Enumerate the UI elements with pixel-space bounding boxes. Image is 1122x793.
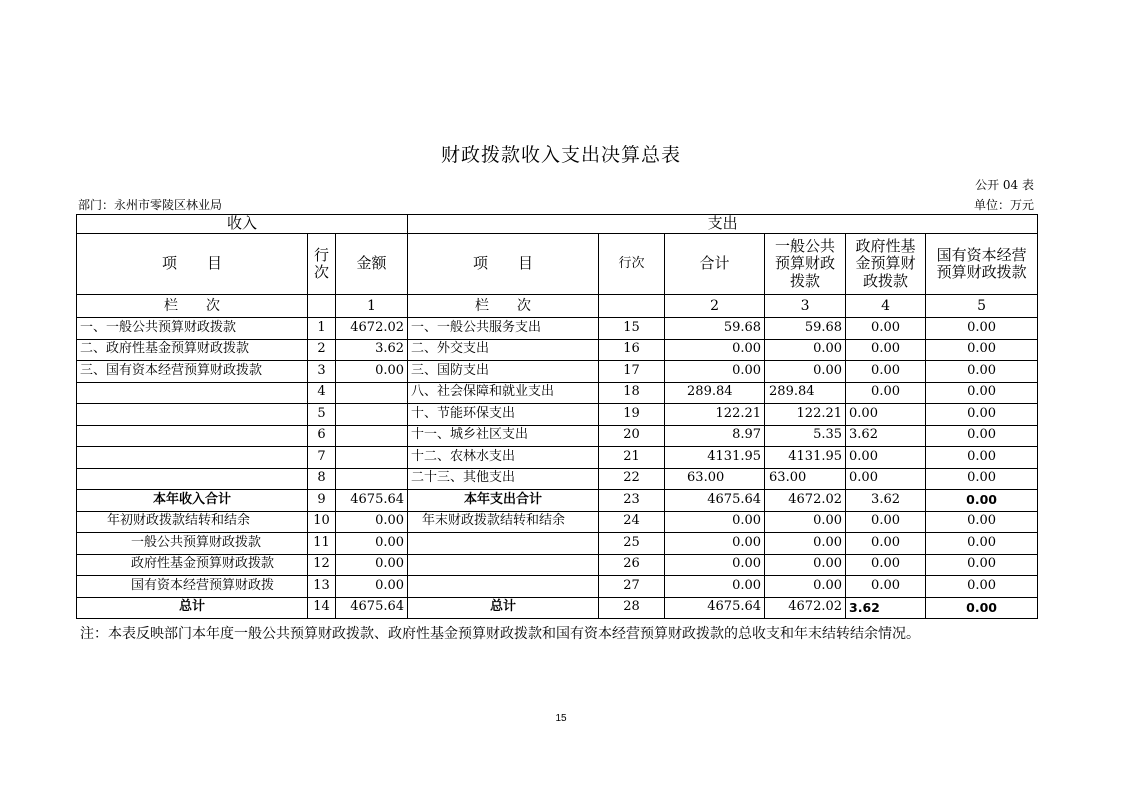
- expense-item: [408, 533, 599, 555]
- expense-general: 289.84: [765, 382, 846, 404]
- income-item: 本年收入合计: [77, 490, 308, 512]
- expense-row-no: 27: [599, 576, 665, 598]
- expense-total: 0.00: [665, 554, 765, 576]
- income-row-no: 4: [308, 382, 336, 404]
- expense-state: 0.00: [926, 468, 1038, 490]
- expense-total: 0.00: [665, 339, 765, 361]
- expense-state: 0.00: [926, 404, 1038, 426]
- expense-state: 0.00: [926, 318, 1038, 340]
- fund-budget-header: 政府性基金预算财政拨款: [846, 234, 926, 295]
- expense-row-no-header: 行次: [599, 234, 665, 295]
- general-budget-header: 一般公共预算财政拨款: [765, 234, 846, 295]
- expense-state: 0.00: [926, 447, 1038, 469]
- expense-item: 一、一般公共服务支出: [408, 318, 599, 340]
- table-row: [77, 361, 1038, 383]
- expense-general: 0.00: [765, 554, 846, 576]
- income-item: 国有资本经营预算财政拨: [77, 576, 308, 598]
- income-item: 一、一般公共预算财政拨款: [77, 318, 308, 340]
- income-amount: 0.00: [336, 361, 408, 383]
- expense-fund: 0.00: [846, 533, 926, 555]
- expense-row-no: 25: [599, 533, 665, 555]
- income-row-no: 14: [308, 597, 336, 619]
- page-number: 15: [555, 713, 567, 724]
- income-amount: 0.00: [336, 554, 408, 576]
- income-header: 收入: [77, 215, 408, 234]
- expense-item: [408, 554, 599, 576]
- amount-header: 金额: [336, 234, 408, 295]
- expense-total: 122.21: [665, 404, 765, 426]
- expense-fund: 3.62: [846, 490, 926, 512]
- total-header: 合计: [665, 234, 765, 295]
- expense-fund: 3.62: [846, 597, 926, 619]
- expense-fund: 0.00: [846, 404, 926, 426]
- expense-fund: 0.00: [846, 339, 926, 361]
- col-number-2: 2: [665, 295, 765, 318]
- income-amount: 0.00: [336, 511, 408, 533]
- expense-general: 4131.95: [765, 447, 846, 469]
- expense-row-no: 26: [599, 554, 665, 576]
- income-item-header: 项 目: [77, 234, 308, 295]
- expense-item: 年末财政拨款结转和结余: [408, 511, 599, 533]
- income-row-no-header: 行次: [308, 234, 336, 295]
- expense-total: 4675.64: [665, 597, 765, 619]
- expense-item: 十一、城乡社区支出: [408, 425, 599, 447]
- department-label: 部门：永州市零陵区林业局: [78, 198, 223, 212]
- column-number-row: [77, 295, 1038, 318]
- income-amount: [336, 382, 408, 404]
- table-row: [77, 382, 1038, 404]
- income-amount: 0.00: [336, 533, 408, 555]
- expense-state: 0.00: [926, 533, 1038, 555]
- income-row-no: 10: [308, 511, 336, 533]
- expense-state: 0.00: [926, 554, 1038, 576]
- expense-general: 0.00: [765, 576, 846, 598]
- income-row-no: 1: [308, 318, 336, 340]
- expense-general: 0.00: [765, 511, 846, 533]
- expense-item: 十、节能环保支出: [408, 404, 599, 426]
- col-number-1: 1: [336, 295, 408, 318]
- expense-total: 0.00: [665, 511, 765, 533]
- expense-general: 5.35: [765, 425, 846, 447]
- expense-row-no: 22: [599, 468, 665, 490]
- expense-fund: 0.00: [846, 382, 926, 404]
- expense-total: 59.68: [665, 318, 765, 340]
- column-header-row: [77, 234, 1038, 295]
- expense-general: 0.00: [765, 533, 846, 555]
- table-row: [77, 511, 1038, 533]
- income-item: 一般公共预算财政拨款: [77, 533, 308, 555]
- expense-state: 0.00: [926, 511, 1038, 533]
- expense-general: 63.00: [765, 468, 846, 490]
- expense-general: 0.00: [765, 339, 846, 361]
- table-row: [77, 425, 1038, 447]
- table-row: [77, 404, 1038, 426]
- table-row: [77, 339, 1038, 361]
- expense-state: 0.00: [926, 576, 1038, 598]
- table-row: [77, 318, 1038, 340]
- income-row-no: 3: [308, 361, 336, 383]
- income-row-no: 8: [308, 468, 336, 490]
- income-item: [77, 468, 308, 490]
- income-item: [77, 425, 308, 447]
- expense-general: 122.21: [765, 404, 846, 426]
- income-amount: 4675.64: [336, 490, 408, 512]
- expense-item: 二、外交支出: [408, 339, 599, 361]
- expense-state: 0.00: [926, 490, 1038, 512]
- expense-total: 8.97: [665, 425, 765, 447]
- table-note: 注：本表反映部门本年度一般公共预算财政拨款、政府性基金预算财政拨款和国有资本经营预算财政拨款的总收支和年末结转结余情况。: [80, 626, 920, 642]
- income-row-no: 2: [308, 339, 336, 361]
- lanci-blank: [308, 295, 336, 318]
- expense-row-no: 17: [599, 361, 665, 383]
- table-row: [77, 533, 1038, 555]
- income-item: 总计: [77, 597, 308, 619]
- income-row-no: 11: [308, 533, 336, 555]
- lanci-label: 栏 次: [408, 295, 599, 318]
- expense-row-no: 16: [599, 339, 665, 361]
- income-amount: 4672.02: [336, 318, 408, 340]
- expense-item: [408, 576, 599, 598]
- income-amount: [336, 404, 408, 426]
- page-title: 财政拨款收入支出决算总表: [440, 144, 681, 166]
- col-number-5: 5: [926, 295, 1038, 318]
- income-item: [77, 382, 308, 404]
- expense-general: 4672.02: [765, 597, 846, 619]
- income-row-no: 13: [308, 576, 336, 598]
- income-amount: 3.62: [336, 339, 408, 361]
- expense-state: 0.00: [926, 361, 1038, 383]
- expense-row-no: 24: [599, 511, 665, 533]
- income-item: 二、政府性基金预算财政拨款: [77, 339, 308, 361]
- col-number-4: 4: [846, 295, 926, 318]
- expense-total: 4675.64: [665, 490, 765, 512]
- unit-label: 单位：万元: [973, 198, 1034, 212]
- expense-fund: 0.00: [846, 576, 926, 598]
- budget-table: [76, 214, 1038, 619]
- expense-total: 4131.95: [665, 447, 765, 469]
- expense-row-no: 21: [599, 447, 665, 469]
- table-row: [77, 447, 1038, 469]
- table-row: [77, 468, 1038, 490]
- lanci-label: 栏 次: [77, 295, 308, 318]
- expense-state: 0.00: [926, 597, 1038, 619]
- income-row-no: 9: [308, 490, 336, 512]
- expense-item: 三、国防支出: [408, 361, 599, 383]
- expense-total: 63.00: [665, 468, 765, 490]
- table-row: [77, 490, 1038, 512]
- col-number-3: 3: [765, 295, 846, 318]
- expense-row-no: 28: [599, 597, 665, 619]
- expense-fund: 0.00: [846, 554, 926, 576]
- expense-total: 0.00: [665, 533, 765, 555]
- income-amount: 4675.64: [336, 597, 408, 619]
- table-row: [77, 597, 1038, 619]
- income-row-no: 6: [308, 425, 336, 447]
- expense-state: 0.00: [926, 425, 1038, 447]
- income-row-no: 5: [308, 404, 336, 426]
- expense-row-no: 18: [599, 382, 665, 404]
- income-item: 政府性基金预算财政拨款: [77, 554, 308, 576]
- expense-total: 0.00: [665, 361, 765, 383]
- expense-general: 4672.02: [765, 490, 846, 512]
- form-number: 公开 04 表: [975, 178, 1034, 192]
- expense-item: 八、社会保障和就业支出: [408, 382, 599, 404]
- income-amount: [336, 425, 408, 447]
- income-item: [77, 447, 308, 469]
- expense-item: 十二、农林水支出: [408, 447, 599, 469]
- expense-header: 支出: [408, 215, 1038, 234]
- table-row: [77, 576, 1038, 598]
- lanci-blank: [599, 295, 665, 318]
- expense-row-no: 20: [599, 425, 665, 447]
- income-amount: 0.00: [336, 576, 408, 598]
- income-item: [77, 404, 308, 426]
- income-row-no: 7: [308, 447, 336, 469]
- expense-fund: 0.00: [846, 318, 926, 340]
- expense-item: 总计: [408, 597, 599, 619]
- expense-fund: 0.00: [846, 511, 926, 533]
- table-row: [77, 554, 1038, 576]
- expense-row-no: 19: [599, 404, 665, 426]
- expense-fund: 0.00: [846, 468, 926, 490]
- expense-state: 0.00: [926, 382, 1038, 404]
- expense-item: 二十三、其他支出: [408, 468, 599, 490]
- expense-general: 0.00: [765, 361, 846, 383]
- expense-item: 本年支出合计: [408, 490, 599, 512]
- expense-fund: 0.00: [846, 361, 926, 383]
- expense-fund: 0.00: [846, 447, 926, 469]
- expense-total: 289.84: [665, 382, 765, 404]
- income-amount: [336, 447, 408, 469]
- expense-fund: 3.62: [846, 425, 926, 447]
- income-amount: [336, 468, 408, 490]
- income-row-no: 12: [308, 554, 336, 576]
- state-capital-header: 国有资本经营预算财政拨款: [926, 234, 1038, 295]
- expense-total: 0.00: [665, 576, 765, 598]
- expense-row-no: 15: [599, 318, 665, 340]
- section-header-row: [77, 215, 1038, 234]
- expense-general: 59.68: [765, 318, 846, 340]
- income-item: 三、国有资本经营预算财政拨款: [77, 361, 308, 383]
- expense-state: 0.00: [926, 339, 1038, 361]
- expense-item-header: 项 目: [408, 234, 599, 295]
- expense-row-no: 23: [599, 490, 665, 512]
- income-item: 年初财政拨款结转和结余: [77, 511, 308, 533]
